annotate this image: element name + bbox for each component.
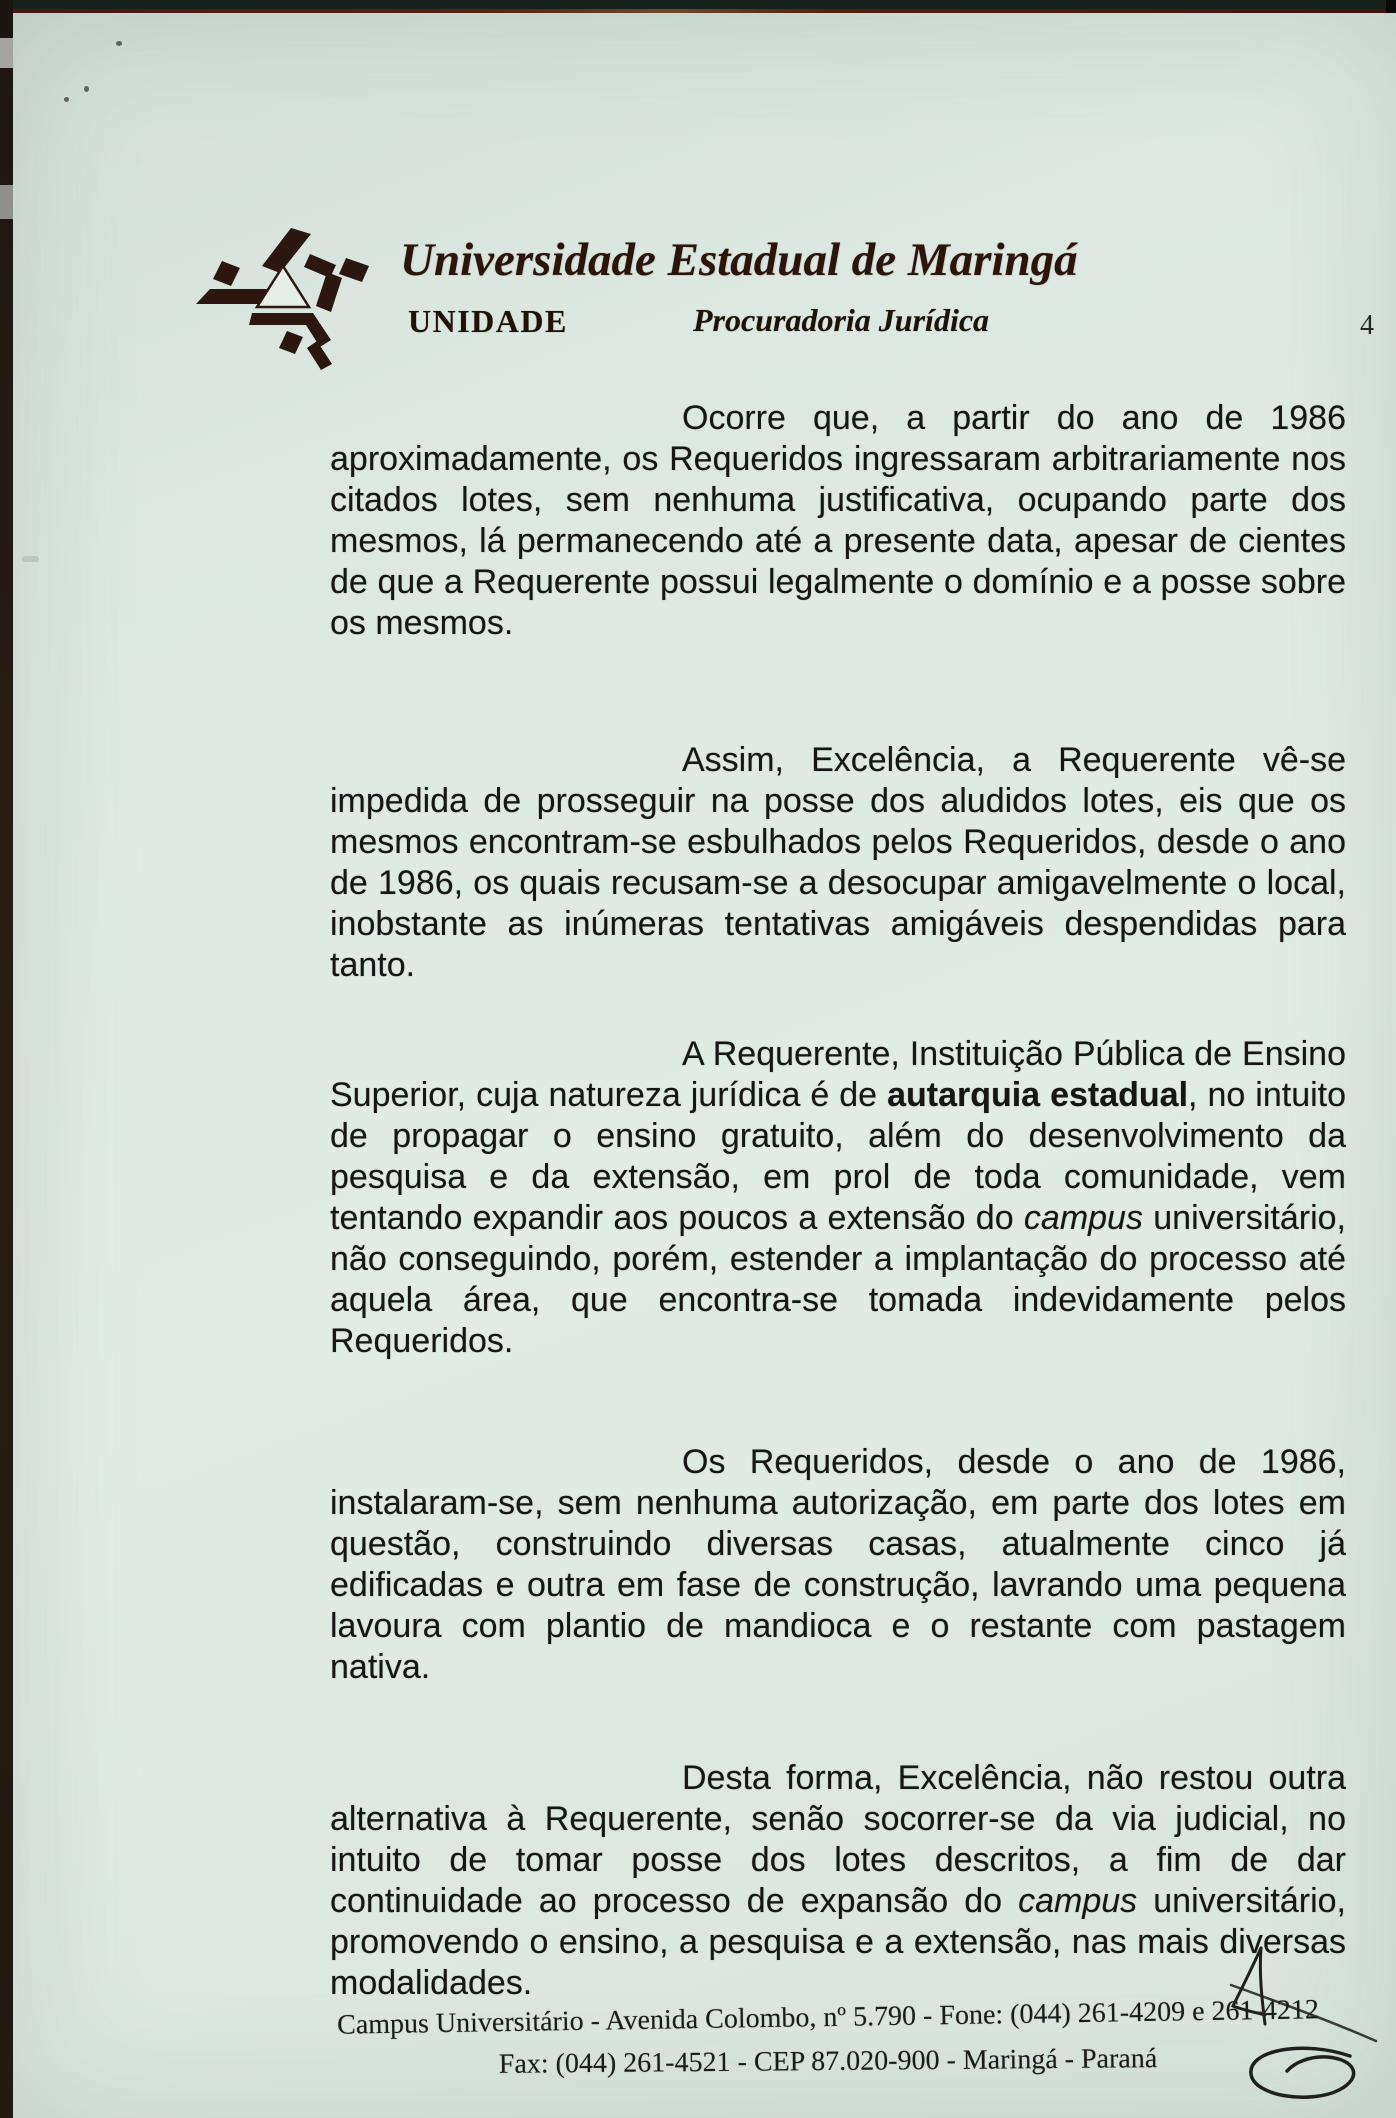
photo-left-notch <box>0 38 13 68</box>
footer-address-line: Fax: (044) 261-4521 - CEP 87.020-900 - Maringá - Paraná <box>498 2043 1158 2080</box>
photo-left-notch <box>0 185 13 219</box>
body-paragraph: Os Requeridos, desde o ano de 1986, instalaram-se, sem nenhuma autorização, em parte dos lotes em questão, construindo diversas casas, atualmente cinco já edificadas e outra em fase de construção, lavrando uma pequena lavoura com plantio de mandioca e o restante com pastagem nativa. <box>330 1443 1346 1686</box>
photo-left-edge <box>0 0 13 2118</box>
dust-speck <box>116 41 122 46</box>
body-paragraph: Assim, Excelência, a Requerente vê-se impedida de prosseguir na posse dos aludidos lotes, eis que os mesmos encontram-se esbulhados pelos Requeridos, desde o ano de 1986, os quais recusam-se a desocupar amigavelmente o local, inobstante as inúmeras tentativas amigáveis despendidas para tanto. <box>330 741 1346 984</box>
university-title: Universidade Estadual de Maringá <box>400 234 1078 286</box>
signature-scribble <box>1128 1938 1390 2116</box>
body-paragraph: Desta forma, Excelência, não restou outra alternativa à Requerente, senão socorrer-se da via judicial, no intuito de tomar posse dos lotes descritos, a fim de dar continuidade ao processo de expansão do campus universitário, promovendo o ensino, a pesquisa e a extensão, nas mais diversas modalidades. <box>330 1759 1347 2002</box>
page-number: 4 <box>1360 310 1374 341</box>
body-paragraph: A Requerente, Instituição Pública de Ensino Superior, cuja natureza jurídica é de autarquia estadual, no intuito de propagar o ensino gratuito, além do desenvolvimento da pesquisa e da extensão, em prol de toda comunidade, vem tentando expandir aos poucos a extensão do campus universitário, não conseguindo, porém, estender a implantação do processo até aquela área, que encontra-se tomada indevidamente pelos Requeridos. <box>330 1035 1347 1360</box>
dust-speck <box>84 86 89 92</box>
uem-logo-icon <box>150 228 392 390</box>
dust-speck <box>64 97 69 102</box>
footer-address-line: Campus Universitário - Avenida Colombo, nº 5.790 - Fone: (044) 261-4209 e 261-4212 <box>336 1994 1320 2041</box>
margin-mark <box>22 556 39 562</box>
body-paragraph: Ocorre que, a partir do ano de 1986 aproximadamente, os Requeridos ingressaram arbitrariamente nos citados lotes, sem nenhuma justificativa, ocupando parte dos mesmos, lá permanecendo até a presente data, apesar de cientes de que a Requerente possui legalmente o domínio e a posse sobre os mesmos. <box>330 399 1346 642</box>
photo-top-edge <box>0 0 1396 9</box>
unit-name: Procuradoria Jurídica <box>693 302 990 338</box>
unit-label: UNIDADE <box>408 303 568 339</box>
